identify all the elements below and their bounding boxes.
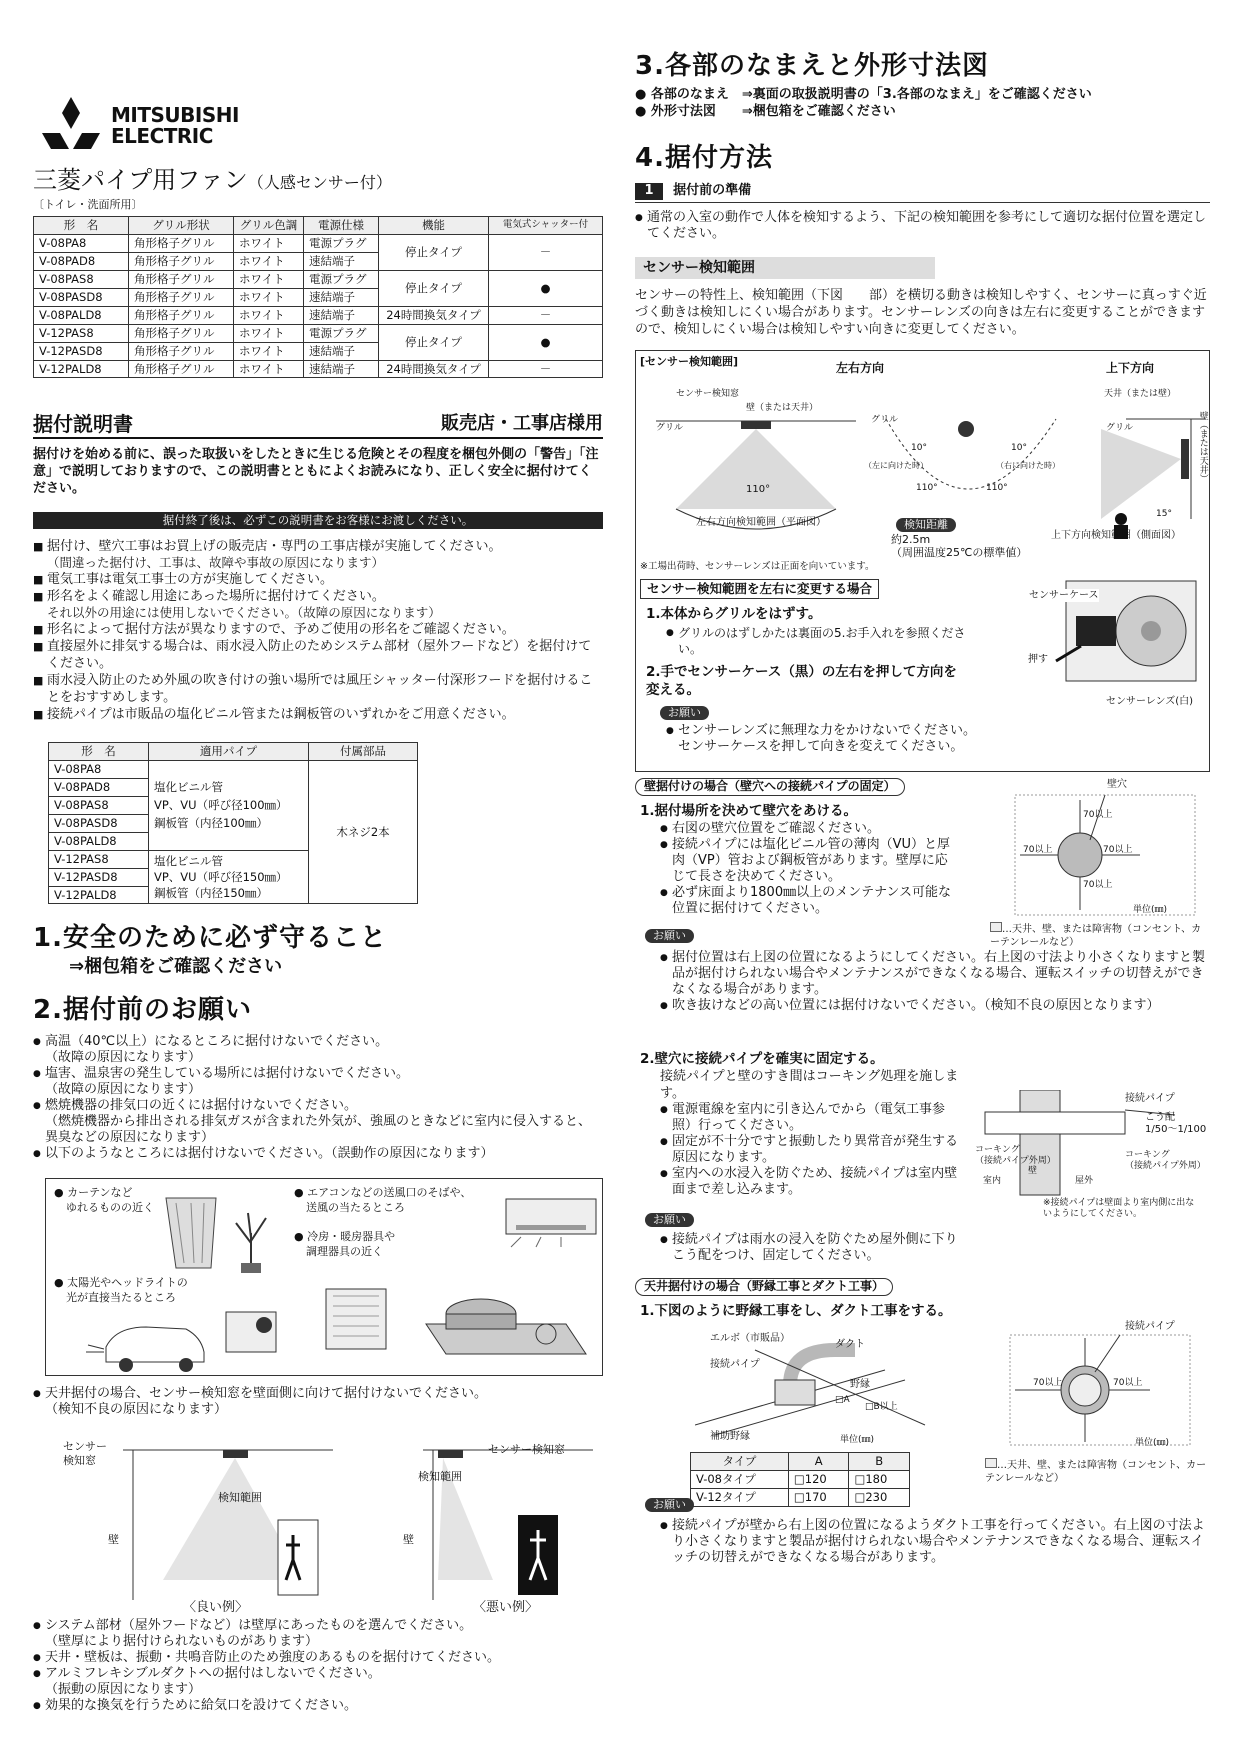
cell: 停止タイプ (379, 234, 489, 270)
avoid-aircon: ● エアコンなどの送風口のそばや、 送風の当たるところ (294, 1186, 472, 1214)
ceiling-step1: 1.下図のように野縁工事をし、ダクト工事をする。 (640, 1303, 952, 1319)
model-table (33, 216, 603, 378)
th: 適用パイプ (149, 743, 309, 761)
note-item: ■ 形名によって据付方法が異なりますので、予めご使用の形名をご確認ください。 (33, 621, 603, 638)
dist-value: 約2.5m （周囲温度25℃の標準値） (891, 533, 1028, 559)
list-item: ● 塩害、温泉害の発生している場所には据付けないでください。 （故障の原因になります） (33, 1066, 603, 1098)
cell: 電源プラグ (304, 234, 379, 252)
cell: 速結端子 (304, 306, 379, 324)
lr-title: 左右方向 (836, 361, 885, 375)
list-item: ● アルミフレキシブルダクトへの据付はしないでください。 （振動の原因になります） (33, 1666, 603, 1698)
good-bad-figure (33, 1425, 603, 1615)
onegai-badge: お願い (660, 705, 709, 722)
curtain-illustration (156, 1193, 276, 1273)
indoor-label: 室内 (983, 1176, 1002, 1186)
deg110-label-2: 110° (916, 483, 938, 493)
cell: ホワイト (234, 324, 304, 342)
cell: 木ネジ2本 (309, 760, 418, 904)
sec1-sub: ⇒梱包箱をご確認ください (69, 956, 283, 977)
step1-num: 1 (635, 183, 663, 200)
cell: 角形格子グリル (129, 360, 234, 378)
d70-left: 70以上 (1023, 845, 1053, 855)
ceil-d70-right: 70以上 (1113, 1378, 1143, 1388)
list-item: ● 燃焼機器の排気口の近くには据付けないでください。 （燃焼機器から排出される排気ガスが含まれた外気が、強風のときなどに室内に侵入すると、異臭などの原因になります） (33, 1098, 603, 1146)
cell: □180 (849, 1470, 910, 1488)
cell: 24時間換気タイプ (379, 306, 489, 324)
th-color: グリル色調 (234, 217, 304, 235)
cell: 角形格子グリル (129, 288, 234, 306)
cell: ホワイト (234, 342, 304, 360)
good-example-caption: 〈良い例〉 (183, 1600, 249, 1615)
cell: V-12PASD8 (34, 342, 129, 360)
th-grill: グリル形状 (129, 217, 234, 235)
cell: 角形格子グリル (129, 324, 234, 342)
th-function: 機能 (379, 217, 489, 235)
note-item: ■ 直接屋外に排気する場合は、雨水浸入防止のためシステム部材（屋外フードなど）を据付けてください。 (33, 638, 603, 672)
pipe-label: 接続パイプ (1125, 1093, 1175, 1104)
fig-sensor-window-bad: センサー検知窓 (488, 1443, 565, 1456)
wall-notes2: ● 接続パイプは雨水の浸入を防ぐため屋外側に下りこう配をつけ、固定してください。 (660, 1232, 960, 1264)
deg110-label-3: 110° (986, 483, 1008, 493)
cell: V-12PAS8 (34, 324, 129, 342)
onegai-badge-3: お願い (645, 1212, 694, 1229)
wall-or-ceiling-label: 壁（または天井） (1197, 411, 1208, 483)
ceil-obstacle-note: …天井、壁、または障害物（コンセント、カーテンレールなど） (985, 1460, 1207, 1484)
cell: V-08PASD8 (34, 288, 129, 306)
th: 形 名 (49, 743, 149, 761)
cell: ホワイト (234, 306, 304, 324)
th-shutter: 電気式シャッター付 (489, 217, 603, 235)
fig-wall-bad: 壁 (403, 1533, 414, 1546)
th: B (849, 1453, 910, 1471)
th: タイプ (691, 1453, 789, 1471)
cell: V-08PA8 (34, 234, 129, 252)
caulk1-label: コーキング （接続パイプ外周） (975, 1145, 1056, 1166)
ceil-unit-label: 単位(㎜) (840, 1435, 875, 1445)
avoid-curtain: ● カーテンなど ゆれるものの近く (54, 1186, 154, 1214)
cell: 電源プラグ (304, 270, 379, 288)
fig-sensor-label: センサー 検知窓 (63, 1440, 107, 1467)
cell: V-12PAS8 (49, 850, 149, 868)
cell: 速結端子 (304, 252, 379, 270)
wall-step2-text: 接続パイプと壁のすき間はコーキング処理を施します。 (660, 1069, 959, 1101)
slope-label: こう配 1/50〜1/100 (1145, 1112, 1207, 1135)
cell: □120 (788, 1470, 849, 1488)
list-item: ● システム部材（屋外フードなど）は壁厚にあったものを選んでください。 （壁厚により据付けられないものがあります） (33, 1618, 603, 1650)
pipe-note: ※接続パイプは壁面より室内側に出ないようにしてください。 (1043, 1198, 1195, 1219)
step1-header (635, 183, 1210, 203)
sensor-range-heading: センサー検知範囲 (635, 257, 935, 279)
cell: － (489, 234, 603, 270)
brand-line1: MITSUBISHI (111, 103, 239, 127)
th: 付属部品 (309, 743, 418, 761)
elbow-label: エルボ（市販品） (710, 1333, 790, 1344)
list-item: ● 効果的な換気を行うために給気口を設けてください。 (33, 1698, 603, 1714)
step1-title: 据付前の準備 (673, 183, 752, 198)
pipe150-cell: 塩化ビニル管 VP、VU（呼び径150㎜） 鋼板管（内径150㎜） (149, 850, 309, 904)
mitsubishi-logo (33, 95, 263, 155)
caulk2-label: コーキング （接続パイプ外周） (1125, 1150, 1206, 1171)
cell: 角形格子グリル (129, 306, 234, 324)
lens-white-label: センサーレンズ(白) (1106, 696, 1194, 707)
grill-label: グリル (656, 423, 684, 433)
change-step1: 1.本体からグリルをはずす。 (646, 606, 822, 622)
lens-label: センサー検知窓 (676, 389, 740, 399)
wall-label: 壁 (1028, 1166, 1038, 1176)
list-item: ● 以下のようなところには据付けないでください。（誤動作の原因になります） (33, 1146, 603, 1162)
ceil-unit-label-2: 単位(㎜) (1135, 1438, 1170, 1448)
right-turn-label: （右に向けた時） (996, 461, 1060, 470)
sec2-title: 2.据付前のお願い (33, 995, 252, 1025)
bad-example-caption: 〈悪い例〉 (473, 1600, 539, 1615)
sec3-lines: ● 各部のなまえ ⇒裏面の取扱説明書の「3.各部のなまえ」をご確認ください ● 外形寸法図 ⇒梱包箱をご確認ください (635, 87, 1092, 119)
aircon-illustration (501, 1189, 601, 1249)
cell: V-08PASD8 (49, 814, 149, 832)
cell: 停止タイプ (379, 270, 489, 306)
noen-label: 野縁 (850, 1379, 870, 1390)
ceiling-wall-label: 天井（または壁） (1104, 389, 1177, 399)
cell: 速結端子 (304, 342, 379, 360)
cell: □230 (849, 1488, 910, 1506)
cell: 角形格子グリル (129, 270, 234, 288)
ceil-pipe-label: 接続パイプ (710, 1359, 760, 1370)
cell: V-08タイプ (691, 1470, 789, 1488)
deg15-label: 15° (1156, 509, 1172, 519)
duct-size-table (690, 1452, 910, 1507)
wall-notes1: ● 据付位置は右上図の位置になるようにしてください。右上図の寸法より小さくなりますと製品が据付けられない場合やメンテナンスができなくなる場合、運転スイッチの切替えができなくなる場合があります。 ● 吹き抜けなどの高い位置には据付けないでください。（検知不良の原因となります） (660, 950, 1205, 1014)
onegai-badge-4: お願い (645, 1497, 694, 1514)
note-item: ■ 接続パイプは市販品の塩化ビニル管または鋼板管のいずれかをご用意ください。 (33, 706, 603, 723)
wall-step1-list: ● 右図の壁穴位置をご確認ください。 ● 接続パイプには塩化ビニル管の薄肉（VU）と厚肉（VP）管および鋼板管があります。壁厚に応じて長さを決めてください。 ● 必ず床面より1800㎜以上のメンテナンス可能な位置に据付けてください。 (660, 821, 960, 917)
cell: ホワイト (234, 252, 304, 270)
pipe-table (48, 742, 418, 904)
onegai-badge-2: お願い (645, 928, 694, 945)
bad-example-diagram (413, 1440, 603, 1600)
sec2-list (33, 1034, 603, 1162)
brand-line2: ELECTRIC (111, 124, 213, 148)
deg10-label: 10° (911, 443, 927, 453)
cell: 電源プラグ (304, 324, 379, 342)
prep-text: ● 通常の入室の動作で人体を検知するよう、下記の検知範囲を参考にして適切な据付位置を選定してください。 (635, 210, 1210, 242)
cell: V-08PAD8 (49, 778, 149, 796)
manual-audience: 販売店・工事店様用 (441, 413, 603, 434)
usage-label: 〔トイレ・洗面所用〕 (33, 198, 143, 211)
list-item: ● 天井・壁板は、振動・共鳴音防止のため強度のあるものを据付けてください。 (33, 1650, 603, 1666)
list-item: ● 高温（40℃以上）になるところに据付けないでください。 （故障の原因になります） (33, 1034, 603, 1066)
cell: 角形格子グリル (129, 252, 234, 270)
deg110-label: 110° (746, 484, 771, 495)
box-title: [センサー検知範囲] (640, 355, 739, 368)
cell: ホワイト (234, 270, 304, 288)
sec1-title: 1.安全のために必ず守ること (33, 923, 387, 953)
cell: ホワイト (234, 234, 304, 252)
th-power: 電源仕様 (304, 217, 379, 235)
pipe100-cell: 塩化ビニル管 VP、VU（呼び径100㎜） 鋼板管（内径100㎜） (149, 760, 309, 850)
ceiling-warning (33, 1386, 603, 1418)
push-label: 押す (1028, 654, 1048, 665)
cell: ホワイト (234, 360, 304, 378)
aux-label: 補助野縁 (710, 1431, 750, 1442)
case-label: センサーケース (1029, 590, 1099, 601)
cell: ● (489, 324, 603, 360)
wall-step2: 2.壁穴に接続パイプを確実に固定する。 (640, 1051, 884, 1067)
cell: V-12PALD8 (34, 360, 129, 378)
product-title: 三菱パイプ用ファン (33, 166, 248, 194)
cell: V-12PALD8 (49, 886, 149, 904)
ceiling-title: 天井据付けの場合（野縁工事とダクト工事） (635, 1278, 893, 1296)
intro-text: 据付けを始める前に、誤った取扱いをしたときに生じる危険とその程度を梱包外側の「警告」「注意」で説明しておりますので、この説明書とともによくお読みになり、正しく安全に据付けてください。 (33, 447, 599, 496)
cell: 24時間換気タイプ (379, 360, 489, 378)
manual-title: 据付説明書 (33, 412, 133, 436)
note-item: ■ 形名をよく確認し用途にあった場所に据付けてください。 それ以外の用途には使用しないでください。（故障の原因になります） (33, 588, 603, 621)
cell: 速結端子 (304, 288, 379, 306)
change-title: センサー検知範囲を左右に変更する場合 (640, 579, 879, 599)
ceiling-hole-diagram (1000, 1330, 1200, 1450)
grill-label-3: グリル (1106, 423, 1134, 433)
avoid-heater: ● 冷房・暖房器具や 調理器具の近く (294, 1230, 396, 1258)
list-item: ● 天井据付の場合、センサー検知窓を壁面側に向けて据付けないでください。 （検知不良の原因になります） (33, 1386, 603, 1418)
dist-label-badge: 検知距離 (896, 517, 956, 534)
obstacle-note: …天井、壁、または障害物（コンセント、カーテンレールなど） (990, 924, 1202, 948)
wall-step2-list: ● 電源電線を室内に引き込んでから（電気工事参照）行ってください。 ● 固定が不十分ですと振動したり異常音が発生する原因になります。 ● 室内への水浸入を防ぐため、接続パイプは室内壁面まで差し込みます。 (660, 1102, 960, 1198)
cell: 停止タイプ (379, 324, 489, 360)
cell: ● (489, 270, 603, 306)
sensor-text: センサーの特性上、検知範囲（下図 部）を横切る動きは検知しやすく、センサーに真っすぐ近づく動きは検知しにくい場合があります。センサーレンズの向きは左右に変更することができますので、検知しにくい場合は検知しやすい向きに変更してください。 (635, 288, 1207, 337)
ceil-d70-left: 70以上 (1033, 1378, 1063, 1388)
cell: V-12PASD8 (49, 868, 149, 886)
banner: 据付終了後は、必ずこの説明書をお客様にお渡しください。 (33, 512, 603, 529)
hole-label: 壁穴 (1107, 779, 1127, 790)
ceil-pipe-label-2: 接続パイプ (1125, 1321, 1175, 1332)
d70-top: 70以上 (1083, 810, 1113, 820)
sec4-title: 4.据付方法 (635, 143, 773, 173)
cell: V-08PALD8 (34, 306, 129, 324)
d70-right: 70以上 (1103, 845, 1133, 855)
cell: V-08PAS8 (34, 270, 129, 288)
deg10-label-2: 10° (1011, 443, 1027, 453)
change-step2: 2.手でセンサーケース（黒）の左右を押して方向を変える。 (646, 664, 957, 698)
sensor-range-box (635, 350, 1210, 772)
notes-list (33, 538, 603, 723)
cell: V-08PALD8 (49, 832, 149, 850)
cell: 角形格子グリル (129, 342, 234, 360)
sec3-title: 3.各部のなまえと外形寸法図 (635, 51, 989, 81)
wall-ceiling-label: 壁（または天井） (746, 403, 819, 413)
ud-caption: 上下方向検知範囲（側面図） (1051, 530, 1181, 541)
A-label: □A (835, 1395, 850, 1405)
lr-caption: 左右方向検知範囲（平面図） (696, 517, 826, 528)
B-label: □B以上 (865, 1402, 898, 1412)
note-item: ■ 据付け、壁穴工事はお買上げの販売店・専門の工事店様が実施してください。 （間違った据付け、工事は、故障や事故の原因になります） (33, 538, 603, 571)
duct-label: ダクト (835, 1339, 865, 1350)
sec2-list2 (33, 1618, 603, 1714)
three-diamonds-icon (33, 95, 109, 155)
avoid-sunlight: ● 太陽光やヘッドライトの 光が直接当たるところ (54, 1276, 188, 1304)
cell: 速結端子 (304, 360, 379, 378)
avoid-locations-box (45, 1178, 603, 1376)
sunlight-car-illustration (86, 1307, 286, 1375)
outdoor-label: 屋外 (1075, 1176, 1094, 1186)
wall-step1: 1.据付場所を決めて壁穴をあける。 (640, 803, 858, 819)
change-step1-sub: ● グリルのはずしかたは裏面の5.お手入れを参照ください。 (666, 625, 966, 657)
cell: V-08PA8 (49, 760, 149, 778)
left-turn-label: （左に向けた時） (864, 461, 928, 470)
fig-range-bad: 検知範囲 (418, 1470, 462, 1483)
duct-diagram (695, 1330, 955, 1440)
ceiling-note: ● 接続パイプが壁から右上図の位置になるようダクト工事を行ってください。右上図の寸法より小さくなりますと製品が据付けられない場合やメンテナンスできなくなる場合、運転スイッチの切替えができなくなる場合があります。 (660, 1518, 1205, 1566)
fig-wall-good: 壁 (108, 1533, 119, 1546)
good-example-diagram (103, 1440, 343, 1600)
cell: V-12タイプ (691, 1488, 789, 1506)
note-item: ■ 電気工事は電気工事士の方が実施してください。 (33, 571, 603, 588)
wall-title: 壁据付けの場合（壁穴への接続パイプの固定） (635, 778, 905, 796)
th-model: 形 名 (34, 217, 129, 235)
cell: □170 (788, 1488, 849, 1506)
change-notes: ● センサーレンズに無理な力をかけないでください。 センサーケースを押して向きを変えてください。 (666, 723, 1066, 756)
cell: － (489, 306, 603, 324)
ud-title: 上下方向 (1106, 361, 1155, 375)
grill-label-2: グリル (871, 415, 899, 425)
heater-stove-illustration (321, 1274, 596, 1374)
ship-note: ※工場出荷時、センサーレンズは正面を向いています。 (640, 561, 875, 572)
th: A (788, 1453, 849, 1471)
d70-bottom: 70以上 (1083, 880, 1113, 890)
product-title-sub: （人感センサー付） (247, 173, 392, 192)
note-item: ■ 雨水浸入防止のため外風の吹き付けの強い場所では風圧シャッター付深形フードを据付けることをおすすめします。 (33, 672, 603, 706)
cell: V-08PAS8 (49, 796, 149, 814)
unit-label: 単位(㎜) (1133, 905, 1168, 915)
cell: V-08PAD8 (34, 252, 129, 270)
fig-range-good: 検知範囲 (218, 1491, 262, 1504)
cell: ホワイト (234, 288, 304, 306)
cell: 角形格子グリル (129, 234, 234, 252)
cell: － (489, 360, 603, 378)
